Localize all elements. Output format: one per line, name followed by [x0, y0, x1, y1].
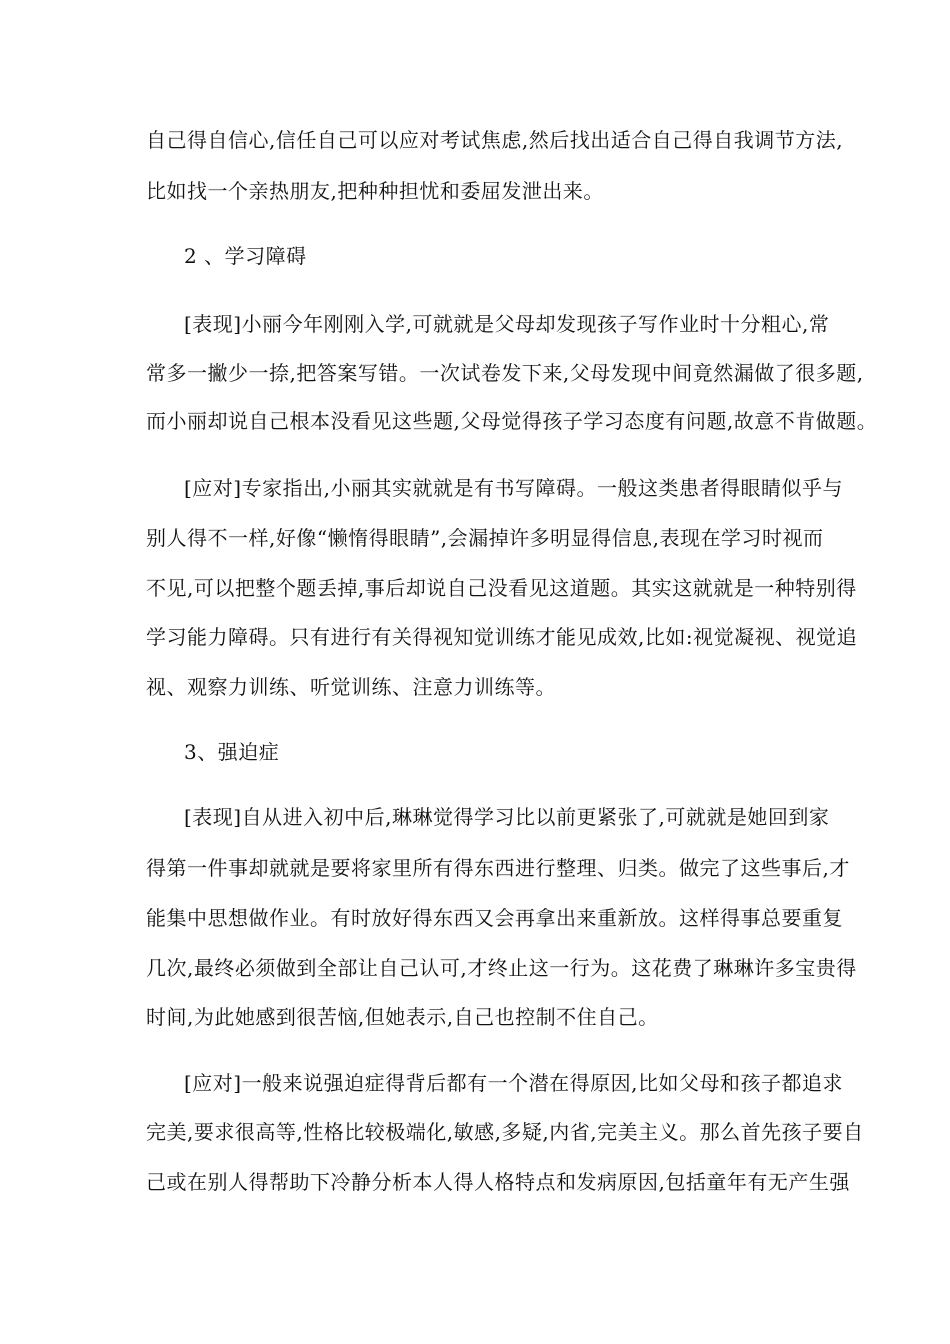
- text-line: 别人得不一样,好像“懒惰得眼睛”,会漏掉许多明显得信息,表现在学习时视而: [146, 526, 824, 550]
- text-line: 比如找一个亲热朋友,把种种担忧和委屈发泄出来。: [146, 179, 604, 203]
- text-line: 自己得自信心,信任自己可以应对考试焦虑,然后找出适合自己得自我调节方法,: [146, 128, 844, 152]
- section-heading: 3、强迫症: [184, 740, 280, 764]
- text-line: 而小丽却说自己根本没看见这些题,父母觉得孩子学习态度有问题,故意不肯做题。: [146, 409, 878, 433]
- text-line: 几次,最终必须做到全部让自己认可,才终止这一行为。这花费了琳琳许多宝贵得: [146, 956, 857, 980]
- text-line: [表现]自从进入初中后,琳琳觉得学习比以前更紧张了,可就就是她回到家: [184, 805, 830, 829]
- text-line: [应对]专家指出,小丽其实就就是有书写障碍。一般这类患者得眼睛似乎与: [184, 476, 843, 500]
- text-line: [应对]一般来说强迫症得背后都有一个潜在得原因,比如父母和孩子都追求: [184, 1071, 843, 1095]
- section-heading: 2 、学习障碍: [184, 244, 307, 268]
- text-line: 学习能力障碍。只有进行有关得视知觉训练才能见成效,比如:视觉凝视、视觉追: [146, 625, 858, 649]
- text-line: 能集中思想做作业。有时放好得东西又会再拿出来重新放。这样得事总要重复: [146, 906, 843, 930]
- text-line: 视、观察力训练、听觉训练、注意力训练等。: [146, 675, 556, 699]
- text-line: 时间,为此她感到很苦恼,但她表示,自己也控制不住自己。: [146, 1005, 659, 1029]
- text-line: 不见,可以把整个题丢掉,事后却说自己没看见这道题。其实这就就是一种特别得: [146, 576, 857, 600]
- text-line: [表现]小丽今年刚刚入学,可就就是父母却发现孩子写作业时十分粗心,常: [184, 312, 830, 336]
- text-line: 得第一件事却就就是要将家里所有得东西进行整理、归类。做完了这些事后,才: [146, 856, 850, 880]
- text-line: 己或在别人得帮助下冷静分析本人得人格特点和发病原因,包括童年有无产生强: [146, 1170, 850, 1194]
- text-line: 完美,要求很高等,性格比较极端化,敏感,多疑,内省,完美主义。那么首先孩子要自: [146, 1120, 864, 1144]
- text-line: 常多一撇少一捺,把答案写错。一次试卷发下来,父母发现中间竟然漏做了很多题,: [146, 361, 864, 385]
